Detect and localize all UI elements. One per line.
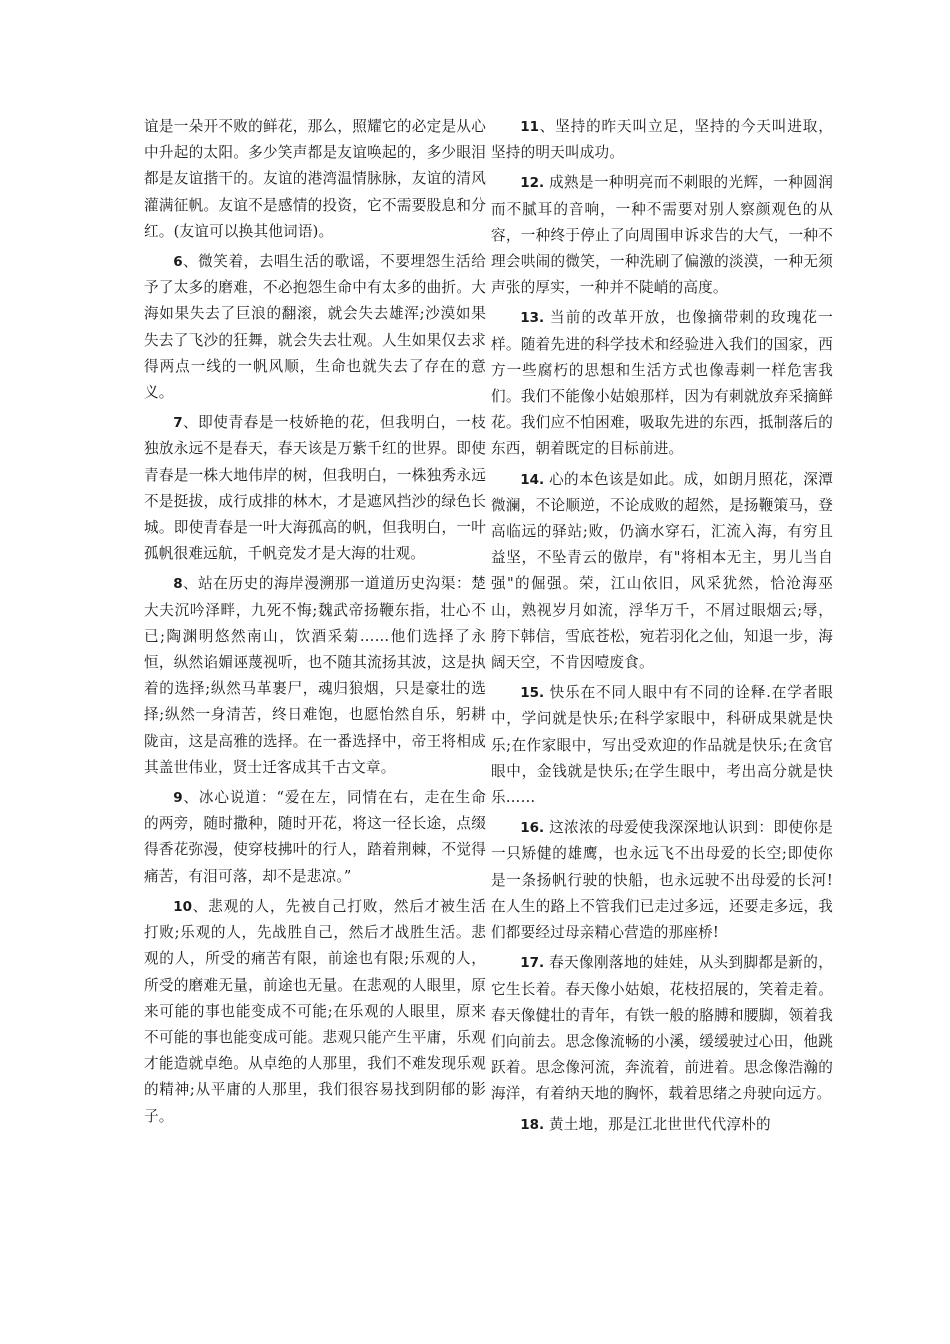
paragraph-text: 黄土地，那是江北世世代代淳朴的 — [544, 1115, 771, 1133]
paragraph-number: 12. — [520, 175, 545, 192]
paragraph-text: 成熟是一种明亮而不刺眼的光辉，一种圆润而不腻耳的音响，一种不需要对别人察颜观色的从容，一种终于停止了向周围申诉求告的大气，一种不理会哄闹的微笑，一种洗刷了偏激的淡漠，一种无须声张的厚实，一种并不陡峭的高度。 — [491, 174, 833, 297]
paragraph-16 — [491, 815, 833, 946]
paragraph-text: 、站在历史的海岸漫溯那一道道历史沟渠：楚大夫沉吟泽畔，九死不悔;魏武帝扬鞭东指，壮心不已;陶渊明悠然南山，饮酒采菊……他们选择了永恒，纵然谄媚诬蔑视听，也不随其流扬其波，这是执着的选择;纵然马革裹尸，魂归狼烟，只是豪壮的选择;纵然一身清苦，终日难饱，也愿怡然自乐，躬耕陇亩，这是高雅的选择。在一番选择中，帝王将相成其盖世伟业，贤士迁客成其千古文章。 — [144, 575, 486, 776]
paragraph-10 — [144, 894, 486, 1130]
paragraph-11 — [491, 114, 833, 166]
paragraph-text: 、微笑着，去唱生活的歌谣，不要埋怨生活给予了太多的磨难，不必抱怨生命中有太多的曲折。大海如果失去了巨浪的翻滚，就会失去雄浑;沙漠如果失去了飞沙的狂舞，就会失去壮观。人生如果仅去求得两点一线的一帆风顺，生命也就失去了存在的意义。 — [144, 253, 486, 402]
paragraph-number: 6 — [173, 254, 183, 271]
paragraph-number: 17. — [520, 955, 545, 972]
paragraph-13 — [491, 305, 833, 462]
paragraph-text: 谊是一朵开不败的鲜花，那么，照耀它的必定是从心中升起的太阳。多少笑声都是友谊唤起的，多少眼泪都是友谊揩干的。友谊的港湾温情脉脉，友谊的清风灌满征帆。友谊不是感情的投资，它不需要股息和分红。(友谊可以换其他词语)。 — [144, 118, 486, 240]
paragraph-number: 13. — [520, 310, 545, 327]
left-column — [144, 114, 486, 1134]
paragraph-text: 快乐在不同人眼中有不同的诠释.在学者眼中，学问就是快乐;在科学家眼中，科研成果就是快乐;在作家眼中，写出受欢迎的作品就是快乐;在贪官眼中，金钱就是快乐;在学生眼中，考出高分就是快乐…… — [491, 684, 833, 807]
paragraph-7 — [144, 410, 486, 567]
paragraph-18 — [491, 1112, 833, 1138]
paragraph-9 — [144, 785, 486, 890]
paragraph-text: 、冰心说道：“爱在左，同情在右，走在生命的两旁，随时撒种，随时开花，将这一径长途，点缀得香花弥漫，使穿枝拂叶的行人，踏着荆棘，不觉得痛苦，有泪可落，却不是悲凉。” — [144, 789, 486, 885]
right-column — [491, 114, 833, 1142]
paragraph-12 — [491, 170, 833, 301]
paragraph-text: 、悲观的人，先被自己打败，然后才被生活打败;乐观的人，先战胜自己，然后才战胜生活。悲观的人，所受的痛苦有限，前途也有限;乐观的人，所受的磨难无量，前途也无量。在悲观的人眼里，原来可能的事也能变成不可能;在乐观的人眼里，原来不可能的事也能变成可能。悲观只能产生平庸，乐观才能造就卓绝。从卓绝的人那里，我们不难发现乐观的精神;从平庸的人那里，我们很容易找到阴郁的影子。 — [144, 897, 486, 1125]
paragraph-text: 、坚持的昨天叫立足，坚持的今天叫进取，坚持的明天叫成功。 — [491, 118, 833, 162]
paragraph-text: 、即使青春是一枝娇艳的花，但我明白，一枝独放永远不是春天，春天该是万紫千红的世界。即使青春是一株大地伟岸的树，但我明白，一株独秀永远不是挺拔，成行成排的林木，才是遮风挡沙的绿色长城。即使青春是一叶大海孤高的帆，但我明白，一叶孤帆很难远航，千帆竞发才是大海的壮观。 — [144, 414, 486, 563]
paragraph-6 — [144, 249, 486, 406]
paragraph-continued — [144, 114, 486, 245]
paragraph-15 — [491, 680, 833, 811]
paragraph-number: 18. — [520, 1116, 545, 1133]
paragraph-8 — [144, 571, 486, 781]
paragraph-number: 15. — [520, 685, 545, 702]
paragraph-number: 9 — [173, 790, 183, 807]
paragraph-number: 16. — [520, 820, 545, 837]
paragraph-17 — [491, 950, 833, 1107]
paragraph-number: 14. — [520, 471, 545, 488]
paragraph-text: 春天像刚落地的娃娃，从头到脚都是新的，它生长着。春天像小姑娘，花枝招展的，笑着走着。春天像健壮的青年，有铁一般的胳膊和腰脚，领着我们向前去。思念像流畅的小溪，缓缓驶过心田，他跳跃着。思念像河流，奔流着，前进着。思念像浩瀚的海洋，有着纳天地的胸怀，载着思绪之舟驶向远方。 — [491, 954, 833, 1103]
paragraph-text: 心的本色该是如此。成，如朗月照花，深潭微澜，不论顺逆，不论成败的超然，是扬鞭策马，登高临远的驿站;败，仍滴水穿石，汇流入海，有穷且益坚，不坠青云的傲岸，有"将相本无主，男儿当自强"的倔强。荣，江山依旧，风采犹然，恰沧海巫山，熟视岁月如流，浮华万千，不屑过眼烟云;辱，胯下韩信，雪底苍松，宛若羽化之仙，知退一步，海阔天空，不肯因噎废食。 — [491, 470, 833, 672]
paragraph-text: 当前的改革开放，也像摘带刺的玫瑰花一样。随着先进的科学技术和经验进入我们的国家，西方一些腐朽的思想和生活方式也像毒刺一样危害我们。我们不能像小姑娘那样，因为有刺就放弃采摘鲜花。我们应不怕困难，吸取先进的东西，抵制落后的东西，朝着既定的目标前进。 — [491, 309, 833, 458]
paragraph-number: 7 — [173, 415, 183, 432]
paragraph-text: 这浓浓的母爱使我深深地认识到：即使你是一只矫健的雄鹰，也永远飞不出母爱的长空;即使你是一条扬帆行驶的快船，也永远驶不出母爱的长河!在人生的路上不管我们已走过多远，还要走多远，我们都要经过母亲精心营造的那座桥! — [491, 819, 833, 942]
paragraph-14 — [491, 467, 833, 677]
paragraph-number: 10 — [173, 898, 192, 915]
paragraph-number: 8 — [173, 576, 183, 593]
paragraph-number: 11 — [520, 119, 539, 135]
